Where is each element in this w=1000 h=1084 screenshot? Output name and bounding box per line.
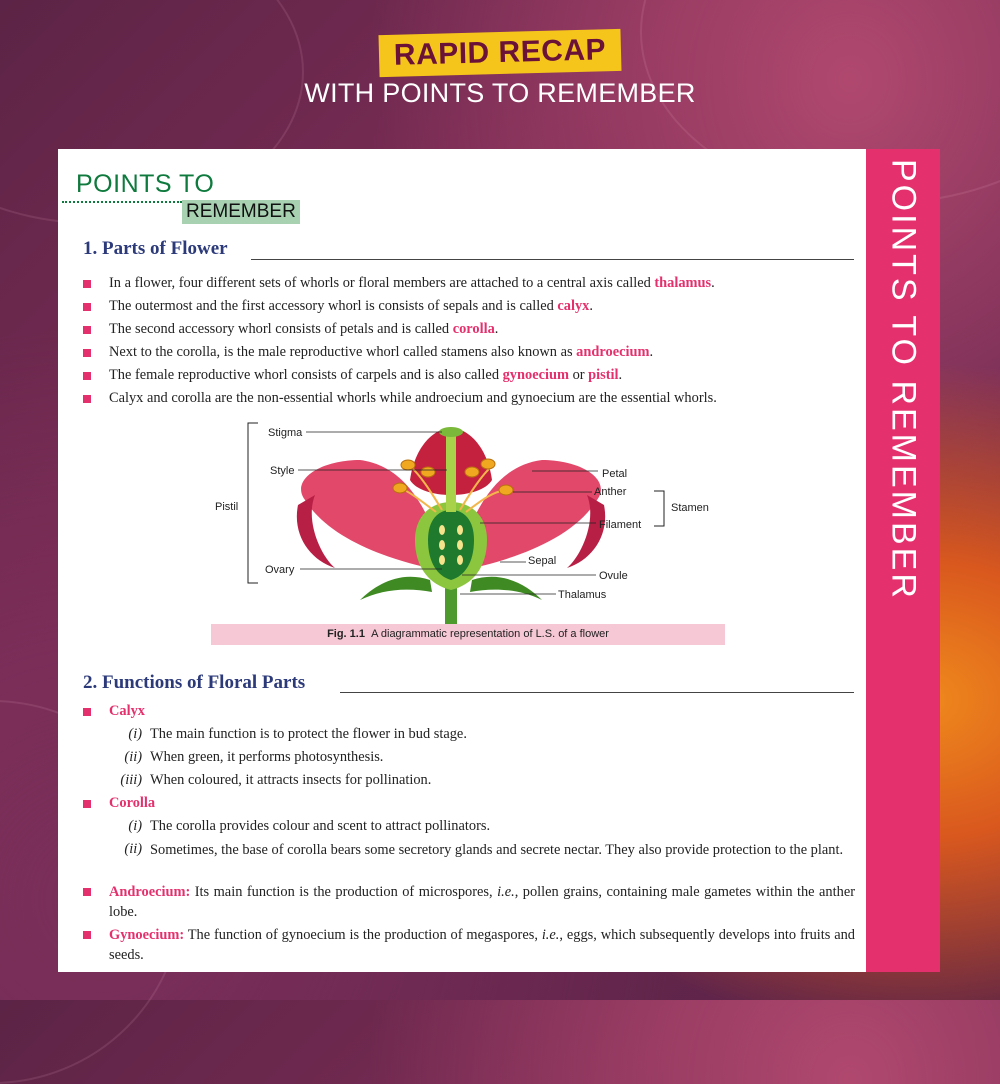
list-item: The second accessory whorl consists of petals and is called corolla. <box>109 321 499 337</box>
label-stigma: Stigma <box>268 427 303 439</box>
anther <box>393 483 407 493</box>
bullet-marker <box>83 303 91 311</box>
androecium-item: Androecium: Its main function is the production of microspores, i.e., pollen grains, containing male gametes within the anther lobe. <box>109 884 855 920</box>
list-item: In a flower, four different sets of whorls or floral members are attached to a central axis called thalamus. <box>109 275 715 291</box>
banner-subtitle: WITH POINTS TO REMEMBER <box>304 78 696 108</box>
heading-dotted-rule <box>62 201 182 203</box>
sepal-left <box>360 577 432 600</box>
list-item: The outermost and the first accessory whorl is consists of sepals and is called calyx. <box>109 298 593 314</box>
calyx-label: Calyx <box>109 703 145 719</box>
list-item: When green, it performs photosynthesis. <box>150 749 384 765</box>
label-pistil: Pistil <box>215 501 239 513</box>
bullet-marker <box>83 800 91 808</box>
list-item: The female reproductive whorl consists of carpels and is also called gynoecium or pistil. <box>109 367 623 383</box>
anther <box>499 485 513 495</box>
section-1-rule <box>251 259 854 260</box>
pistil-bracket <box>248 423 258 583</box>
item-number: (iii) <box>120 772 142 788</box>
anther <box>401 460 415 470</box>
section-2-rule <box>340 692 854 693</box>
item-number: (ii) <box>124 841 142 857</box>
bullet-marker <box>83 931 91 939</box>
points-heading-top: POINTS TO <box>76 170 215 198</box>
list-item: When coloured, it attracts insects for pollination. <box>150 772 432 788</box>
section-1-title: 1. Parts of Flower <box>83 238 228 259</box>
ovule <box>439 525 445 535</box>
list-item: The main function is to protect the flower in bud stage. <box>150 726 467 742</box>
bullet-marker <box>83 326 91 334</box>
points-heading-bottom: REMEMBER <box>182 200 300 224</box>
label-stamen: Stamen <box>671 502 709 514</box>
sidebar-banner <box>866 149 940 972</box>
ovule <box>439 555 445 565</box>
sepal-right <box>470 577 542 600</box>
bullet-marker <box>83 395 91 403</box>
label-petal: Petal <box>602 468 628 480</box>
ovule <box>457 555 463 565</box>
flower-diagram <box>210 420 730 625</box>
stigma <box>439 427 463 437</box>
bullet-marker <box>83 708 91 716</box>
figure-caption: Fig. 1.1 A diagrammatic representation of L.S. of a flower <box>211 624 725 645</box>
anther <box>481 459 495 469</box>
ovule <box>439 540 445 550</box>
gynoecium-item: Gynoecium: The function of gynoecium is the production of megaspores, i.e., eggs, which subsequently develops into fruits and seeds. <box>109 927 856 963</box>
item-number: (i) <box>128 726 142 742</box>
stamen-bracket <box>654 491 664 526</box>
anther <box>421 467 435 477</box>
style <box>446 434 456 512</box>
list-item: Next to the corolla, is the male reproductive whorl called stamens also known as androecium. <box>109 344 654 360</box>
list-item: The corolla provides colour and scent to attract pollinators. <box>150 818 491 834</box>
list-item: Sometimes, the base of corolla bears some secretory glands and secrete nectar. They also provide protection to the plant. <box>150 842 844 858</box>
item-number: (ii) <box>124 749 142 765</box>
label-sepal: Sepal <box>528 555 557 567</box>
ovule <box>457 525 463 535</box>
label-ovary: Ovary <box>265 564 295 576</box>
corolla-label: Corolla <box>109 795 156 811</box>
anther <box>465 467 479 477</box>
bullet-marker <box>83 372 91 380</box>
label-filament: Filament <box>599 519 642 531</box>
bullet-marker <box>83 888 91 896</box>
sidebar-label: POINTS TO REMEMBER <box>884 159 923 601</box>
section-2-title: 2. Functions of Floral Parts <box>83 672 306 693</box>
item-number: (i) <box>128 818 142 834</box>
list-item: Calyx and corolla are the non-essential whorls while androecium and gynoecium are the essential whorls. <box>109 390 717 406</box>
label-thalamus: Thalamus <box>558 589 607 601</box>
bullet-marker <box>83 349 91 357</box>
label-style: Style <box>270 465 295 477</box>
rapid-recap-title: RAPID RECAP <box>378 29 621 77</box>
label-ovule: Ovule <box>599 570 628 582</box>
bullet-marker <box>83 280 91 288</box>
label-anther: Anther <box>594 486 627 498</box>
ovule <box>457 540 463 550</box>
